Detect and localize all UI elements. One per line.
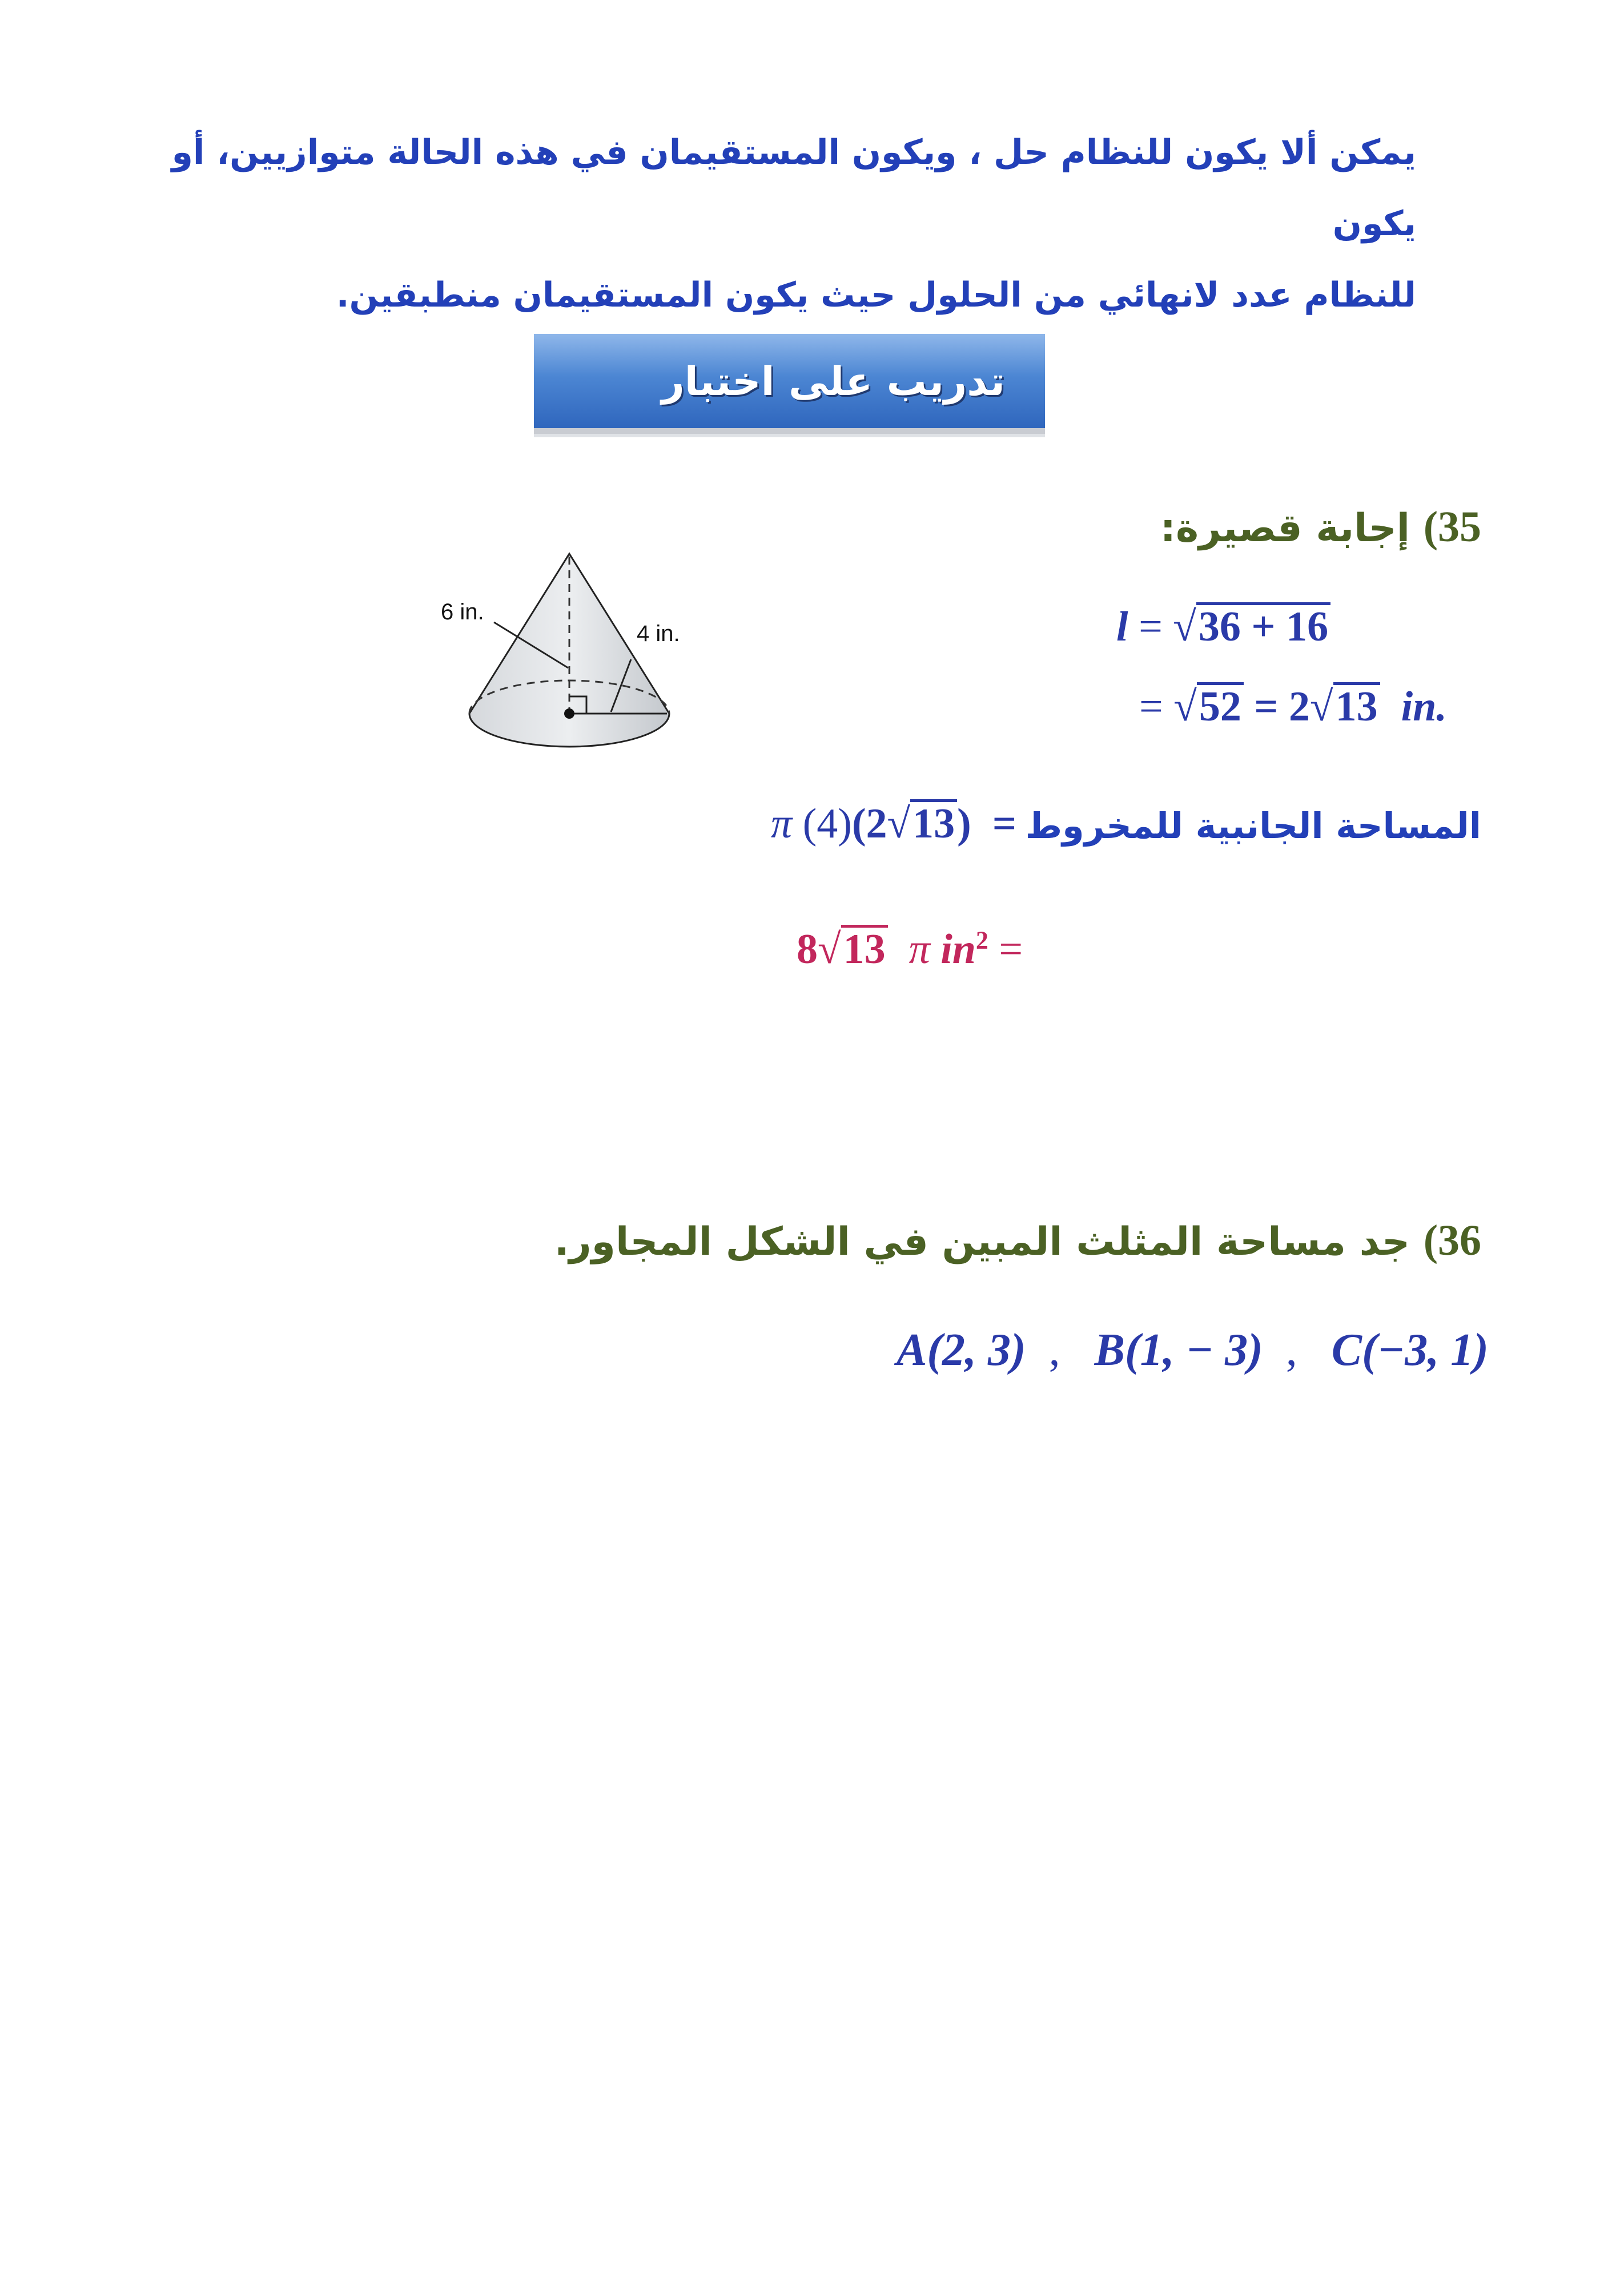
lateral-close: ) xyxy=(957,800,971,847)
point-separator: , xyxy=(1048,1325,1060,1375)
slant-label: 6 in. xyxy=(441,599,484,625)
lateral-radicand: 13 xyxy=(910,799,957,847)
radical-sign-icon: √ xyxy=(1173,683,1197,730)
radical-sign-icon: √ xyxy=(818,926,841,973)
eq2-radicand-2: 13 xyxy=(1333,682,1380,730)
equation-slant-height xyxy=(1116,602,1330,651)
question-36-number: 36) xyxy=(1423,1217,1481,1264)
eq2-middle: = 2 xyxy=(1254,683,1311,730)
lateral-pi: π xyxy=(771,800,793,847)
result-equals: = xyxy=(999,926,1023,973)
cone-figure xyxy=(440,551,702,756)
lateral-open: (2 xyxy=(851,800,887,847)
eq1-radicand: 36 + 16 xyxy=(1196,602,1330,650)
point-a: A(2, 3) xyxy=(897,1325,1026,1375)
intro-paragraph xyxy=(148,117,1416,331)
question-35-title: إجابة قصيرة: xyxy=(1160,506,1410,551)
banner-title: تدريب على اختبار xyxy=(661,358,1005,405)
question-36-title: جد مساحة المثلث المبين في الشكل المجاور. xyxy=(554,1219,1410,1264)
result-exponent: 2 xyxy=(975,926,988,954)
eq1-equals: = xyxy=(1139,603,1163,650)
radical-sign-icon: √ xyxy=(887,800,911,847)
result-coef: 8 xyxy=(797,926,818,973)
result-radicand: 13 xyxy=(841,925,888,972)
point-c: C(−3, 1) xyxy=(1331,1325,1489,1375)
lateral-area-text: المساحة الجانبية للمخروط xyxy=(1025,805,1481,847)
eq1-lhs: l xyxy=(1116,603,1128,650)
lateral-area-expression xyxy=(771,799,1016,848)
question-36-heading xyxy=(554,1216,1481,1266)
intro-line-1: يمكن ألا يكون للنظام حل ، ويكون المستقيمان في هذه الحالة متوازيين، أو يكون xyxy=(171,132,1416,244)
intro-line-2: للنظام عدد لانهائي من الحلول حيث يكون المستقيمان منطبقين. xyxy=(336,275,1416,315)
point-b: B(1, − 3) xyxy=(1094,1325,1263,1375)
eq2-unit: in. xyxy=(1401,683,1447,730)
test-practice-banner xyxy=(534,334,1045,434)
eq2-radicand-1: 52 xyxy=(1197,682,1244,730)
lateral-area-label xyxy=(1026,805,1481,847)
radius-label: 4 in. xyxy=(637,621,680,646)
lateral-factor: (4) xyxy=(802,800,852,847)
cone-center-dot xyxy=(564,708,574,719)
result-unit: in xyxy=(940,926,976,973)
result-pi: π xyxy=(909,926,930,973)
lateral-equals: = xyxy=(992,800,1016,847)
lateral-area-result xyxy=(797,925,1023,974)
triangle-vertices xyxy=(897,1324,1489,1376)
eq2-equals: = xyxy=(1139,683,1163,730)
point-separator: , xyxy=(1285,1325,1297,1375)
question-35-heading xyxy=(1160,502,1481,552)
radical-sign-icon: √ xyxy=(1310,683,1333,730)
radical-sign-icon: √ xyxy=(1173,603,1196,650)
equation-simplified xyxy=(1139,682,1447,731)
question-35-number: 35) xyxy=(1423,503,1481,551)
